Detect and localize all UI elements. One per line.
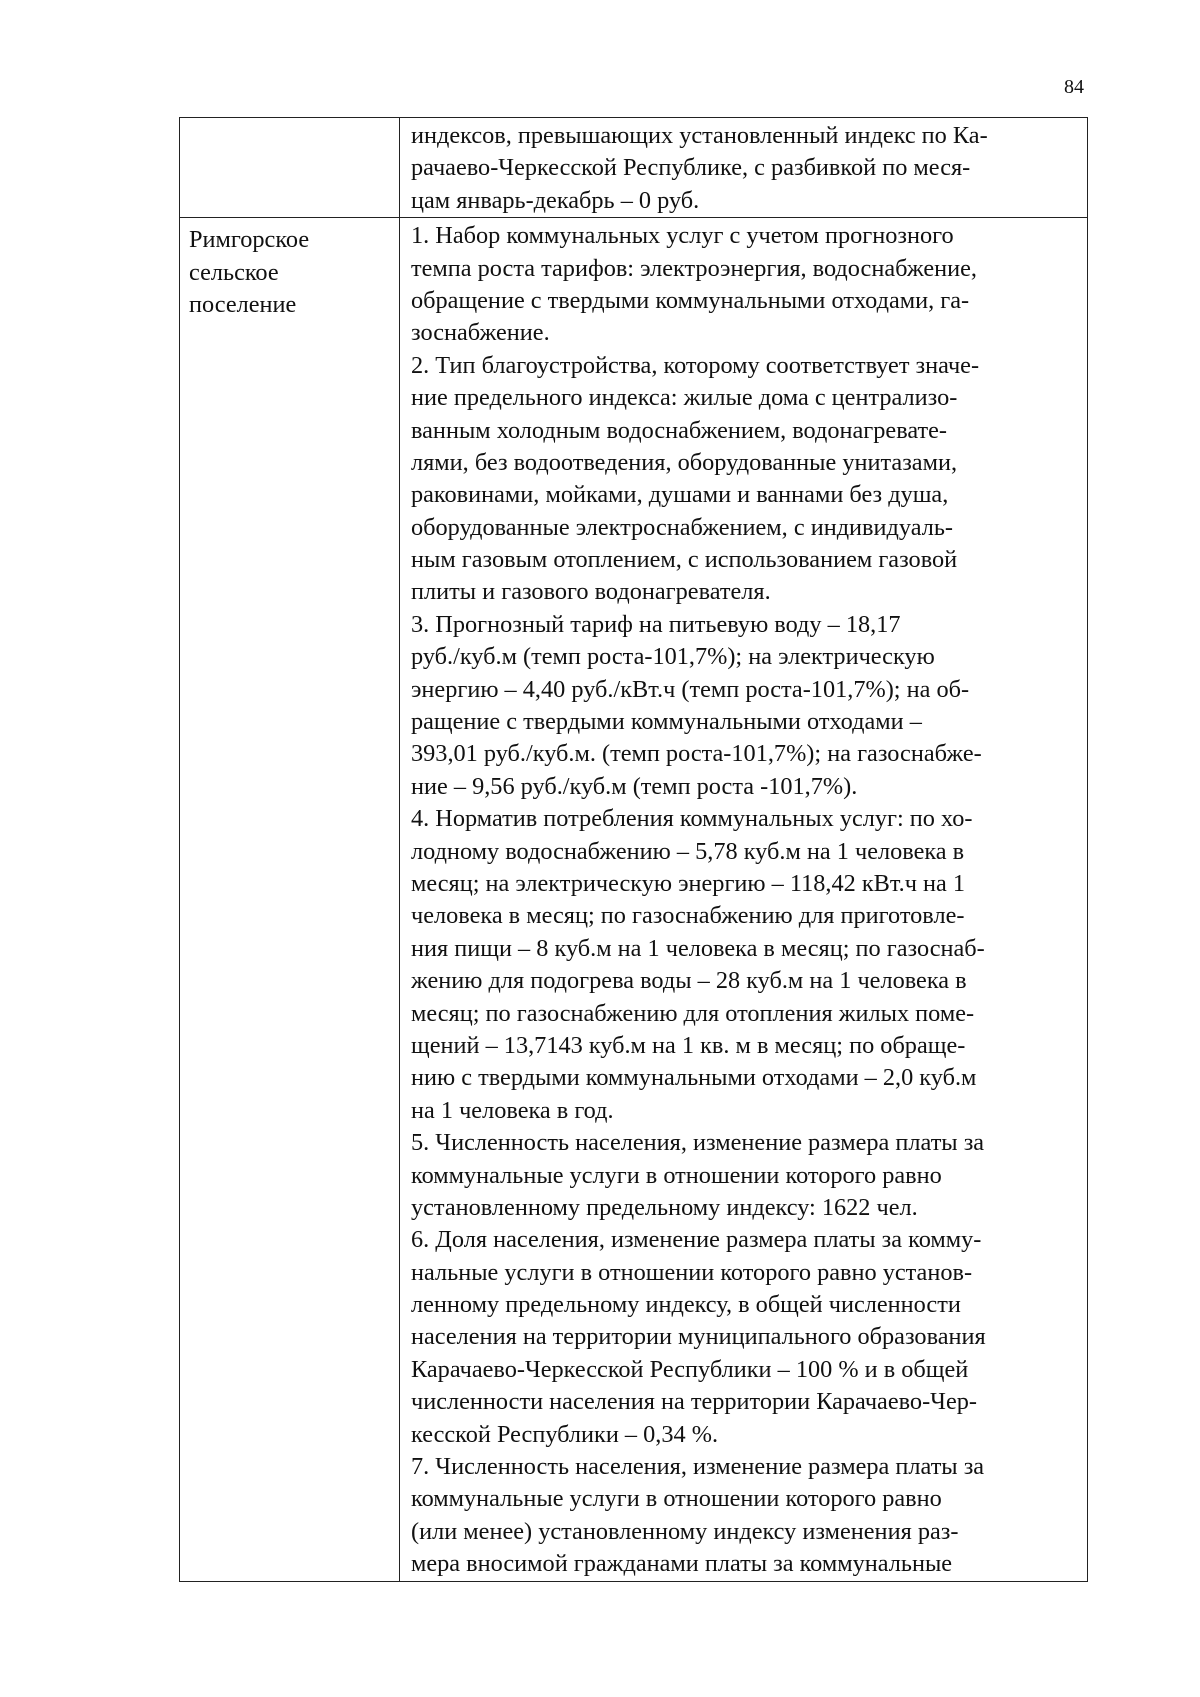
text-line: ным газовым отоплением, с использованием газовой — [411, 546, 958, 574]
text-line: цам январь-декабрь – 0 руб. — [411, 186, 700, 214]
text-line: 2. Тип благоустройства, которому соответствует значе- — [411, 351, 980, 379]
text-line: 4. Норматив потребления коммунальных услуг: по хо- — [411, 805, 973, 833]
text-line: нальные услуги в отношении которого равно установ- — [411, 1258, 973, 1286]
text-line: энергию – 4,40 руб./кВт.ч (темп роста-101,7%); на об- — [411, 675, 970, 703]
text-line: 3. Прогнозный тариф на питьевую воду – 18,17 — [411, 610, 901, 638]
text-line: месяц; по газоснабжению для отопления жилых поме- — [411, 999, 975, 1027]
text-line: темпа роста тарифов: электроэнергия, водоснабжение, — [411, 254, 977, 282]
text-line: индексов, превышающих установленный индекс по Ка- — [411, 122, 988, 149]
text-line: 5. Численность населения, изменение размера платы за — [411, 1129, 985, 1157]
settlement-name — [180, 218, 399, 321]
text-line: 393,01 руб./куб.м. (темп роста-101,7%); на газоснабже- — [411, 740, 982, 768]
text-line: 1. Набор коммунальных услуг с учетом прогнозного — [411, 222, 954, 250]
text-line: Карачаево-Черкесской Республики – 100 % и в общей — [411, 1355, 969, 1383]
text-line: плиты и газового водонагревателя. — [411, 578, 771, 606]
table-row — [180, 118, 1088, 218]
text-line: месяц; на электрическую энергию – 118,42 кВт.ч на 1 — [411, 869, 966, 897]
text-line: лями, без водоотведения, оборудованные унитазами, — [411, 448, 958, 476]
text-line: ращение с твердыми коммунальными отходами – — [411, 708, 922, 736]
text-line: щений – 13,7143 куб.м на 1 кв. м в месяц; по обраще- — [411, 1031, 966, 1059]
text-line: раковинами, мойками, душами и ваннами без душа, — [411, 481, 949, 509]
text-line: оборудованные электроснабжением, с индивидуаль- — [411, 513, 954, 541]
text-line: поселение — [189, 290, 297, 318]
text-line: кесской Республики – 0,34 %. — [411, 1420, 719, 1448]
text-line: зоснабжение. — [411, 319, 550, 347]
text-line: ванным холодным водоснабжением, водонагревате- — [411, 416, 947, 444]
continuation-text — [400, 118, 1087, 217]
text-line: (или менее) установленному индексу изменения раз- — [411, 1517, 959, 1545]
text-line: ние предельного индекса: жилые дома с централизо- — [411, 384, 958, 412]
text-line: коммунальные услуги в отношении которого равно — [411, 1161, 942, 1189]
text-line: рачаево-Черкесской Республике, с разбивкой по меся- — [411, 154, 971, 182]
text-line: Римгорское — [189, 226, 310, 254]
text-line: нию с твердыми коммунальными отходами – 2,0 куб.м — [411, 1064, 977, 1092]
text-line: жению для подогрева воды – 28 куб.м на 1 человека в — [411, 967, 967, 995]
text-line: установленному предельному индексу: 1622 чел. — [411, 1193, 918, 1221]
table-cell-settlement — [180, 218, 400, 1581]
text-line: ние – 9,56 руб./куб.м (темп роста -101,7%). — [411, 772, 858, 800]
text-line: обращение с твердыми коммунальными отходами, га- — [411, 286, 970, 314]
text-line: руб./куб.м (темп роста-101,7%); на электрическую — [411, 643, 935, 671]
text-line: на 1 человека в год. — [411, 1096, 614, 1124]
settlement-details — [400, 218, 1087, 1580]
text-line: численности населения на территории Карачаево-Чер- — [411, 1388, 977, 1416]
table-cell-empty — [180, 118, 400, 218]
document-table — [179, 117, 1088, 1582]
text-line: коммунальные услуги в отношении которого равно — [411, 1485, 942, 1513]
text-line: лодному водоснабжению – 5,78 куб.м на 1 человека в — [411, 837, 965, 865]
text-line: ния пищи – 8 куб.м на 1 человека в месяц; по газоснаб- — [411, 934, 985, 962]
text-line: населения на территории муниципального образования — [411, 1323, 986, 1351]
page-number: 84 — [1064, 76, 1084, 98]
text-line: 6. Доля населения, изменение размера платы за комму- — [411, 1226, 982, 1254]
text-line: ленному предельному индексу, в общей численности — [411, 1291, 961, 1319]
table-cell-continuation — [400, 118, 1088, 218]
text-line: человека в месяц; по газоснабжению для приготовле- — [411, 902, 965, 930]
text-line: 7. Численность населения, изменение размера платы за — [411, 1453, 985, 1481]
text-line: сельское — [189, 258, 279, 286]
table-cell-details — [400, 218, 1088, 1581]
text-line: мера вносимой гражданами платы за коммунальные — [411, 1550, 953, 1578]
table-row — [180, 218, 1088, 1581]
